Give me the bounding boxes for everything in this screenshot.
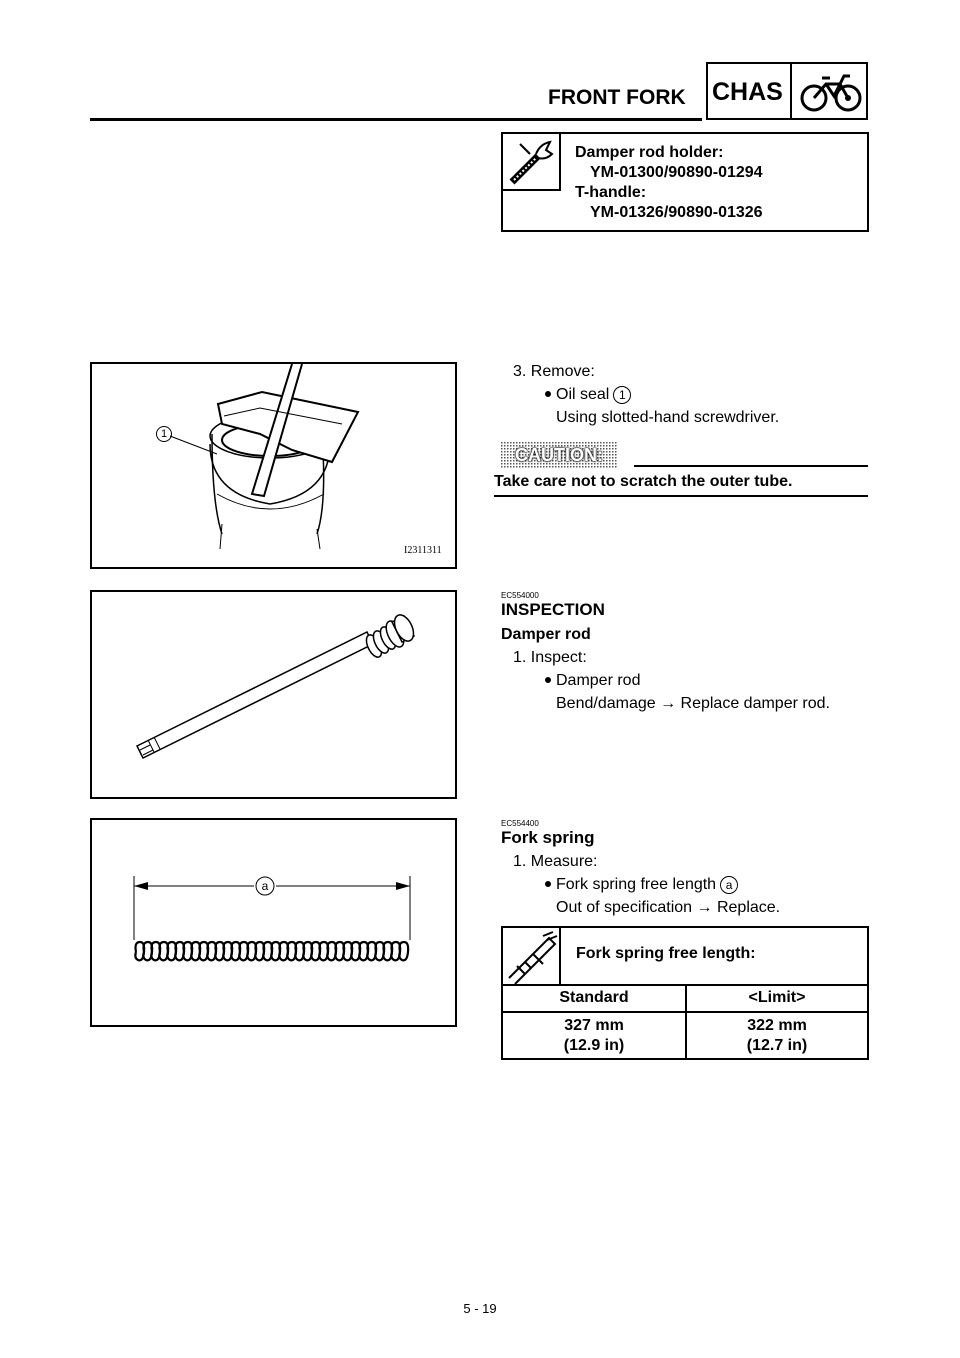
inspect-result: Bend/damage → Replace damper rod.	[556, 695, 830, 712]
remove-item-label: Oil seal	[556, 386, 610, 403]
tool-line-2: YM-01300/90890-01294	[590, 164, 763, 181]
inspect-step: 1. Inspect:	[513, 649, 587, 666]
bullet-icon	[545, 677, 551, 683]
caution-body: Take care not to scratch the outer tube.	[494, 473, 793, 490]
figure1-callout: 1	[156, 426, 172, 442]
spec-std-mm: 327 mm	[564, 1017, 624, 1034]
header-rule	[90, 118, 702, 121]
fork-spring-code: EC554400	[501, 819, 539, 828]
remove-step: 3. Remove:	[513, 363, 595, 380]
measure-item	[545, 875, 738, 895]
spec-col-limit: <Limit>	[748, 989, 806, 1006]
caution-bottom-rule	[494, 495, 868, 497]
spec-lim-in: (12.7 in)	[746, 1037, 808, 1054]
figure-fork-spring	[90, 818, 457, 1027]
page-number: 5 - 19	[463, 1301, 497, 1316]
caution-text: CAUTION:	[515, 445, 603, 465]
section-divider	[790, 62, 792, 120]
remove-callout: 1	[613, 386, 631, 404]
spec-col-standard: Standard	[559, 989, 629, 1006]
section-label: CHAS	[712, 78, 783, 106]
tool-line-4: YM-01326/90890-01326	[590, 204, 763, 221]
fork-spring-illustration	[92, 820, 455, 1025]
tool-line-3: T-handle:	[575, 184, 647, 201]
inspect-item-label: Damper rod	[556, 672, 641, 689]
spec-std-in: (12.9 in)	[563, 1037, 625, 1054]
figure1-code: I2311311	[404, 545, 442, 556]
bullet-icon	[545, 881, 551, 887]
tool-line-1: Damper rod holder:	[575, 144, 724, 161]
remove-note: Using slotted-hand screwdriver.	[556, 409, 780, 426]
motorcycle-icon	[796, 68, 864, 114]
spec-lim-mm: 322 mm	[747, 1017, 807, 1034]
measure-item-label: Fork spring free length	[556, 876, 717, 893]
caliper-cell	[503, 928, 561, 985]
page-title: FRONT FORK	[548, 86, 686, 109]
inspection-heading: INSPECTION	[501, 600, 605, 619]
inspection-sub: Damper rod	[501, 626, 591, 643]
tool-icon	[506, 136, 558, 188]
measure-step: 1. Measure:	[513, 853, 598, 870]
oil-seal-illustration	[92, 364, 455, 567]
inspection-code: EC554000	[501, 591, 539, 600]
spec-title: Fork spring free length:	[576, 945, 756, 962]
spec-table	[501, 926, 869, 1060]
figure-damper-rod	[90, 590, 457, 799]
inspect-item	[545, 671, 640, 691]
damper-rod-illustration	[92, 592, 455, 797]
fork-spring-heading: Fork spring	[501, 828, 595, 847]
figure-oil-seal	[90, 362, 457, 569]
caution-rule	[634, 465, 868, 467]
caution-label	[501, 442, 617, 468]
measure-callout: a	[720, 876, 738, 894]
remove-item	[545, 385, 631, 405]
caliper-icon	[503, 928, 559, 985]
measure-result: Out of specification → Replace.	[556, 899, 781, 916]
svg-text:a: a	[261, 879, 269, 893]
bullet-icon	[545, 391, 551, 397]
